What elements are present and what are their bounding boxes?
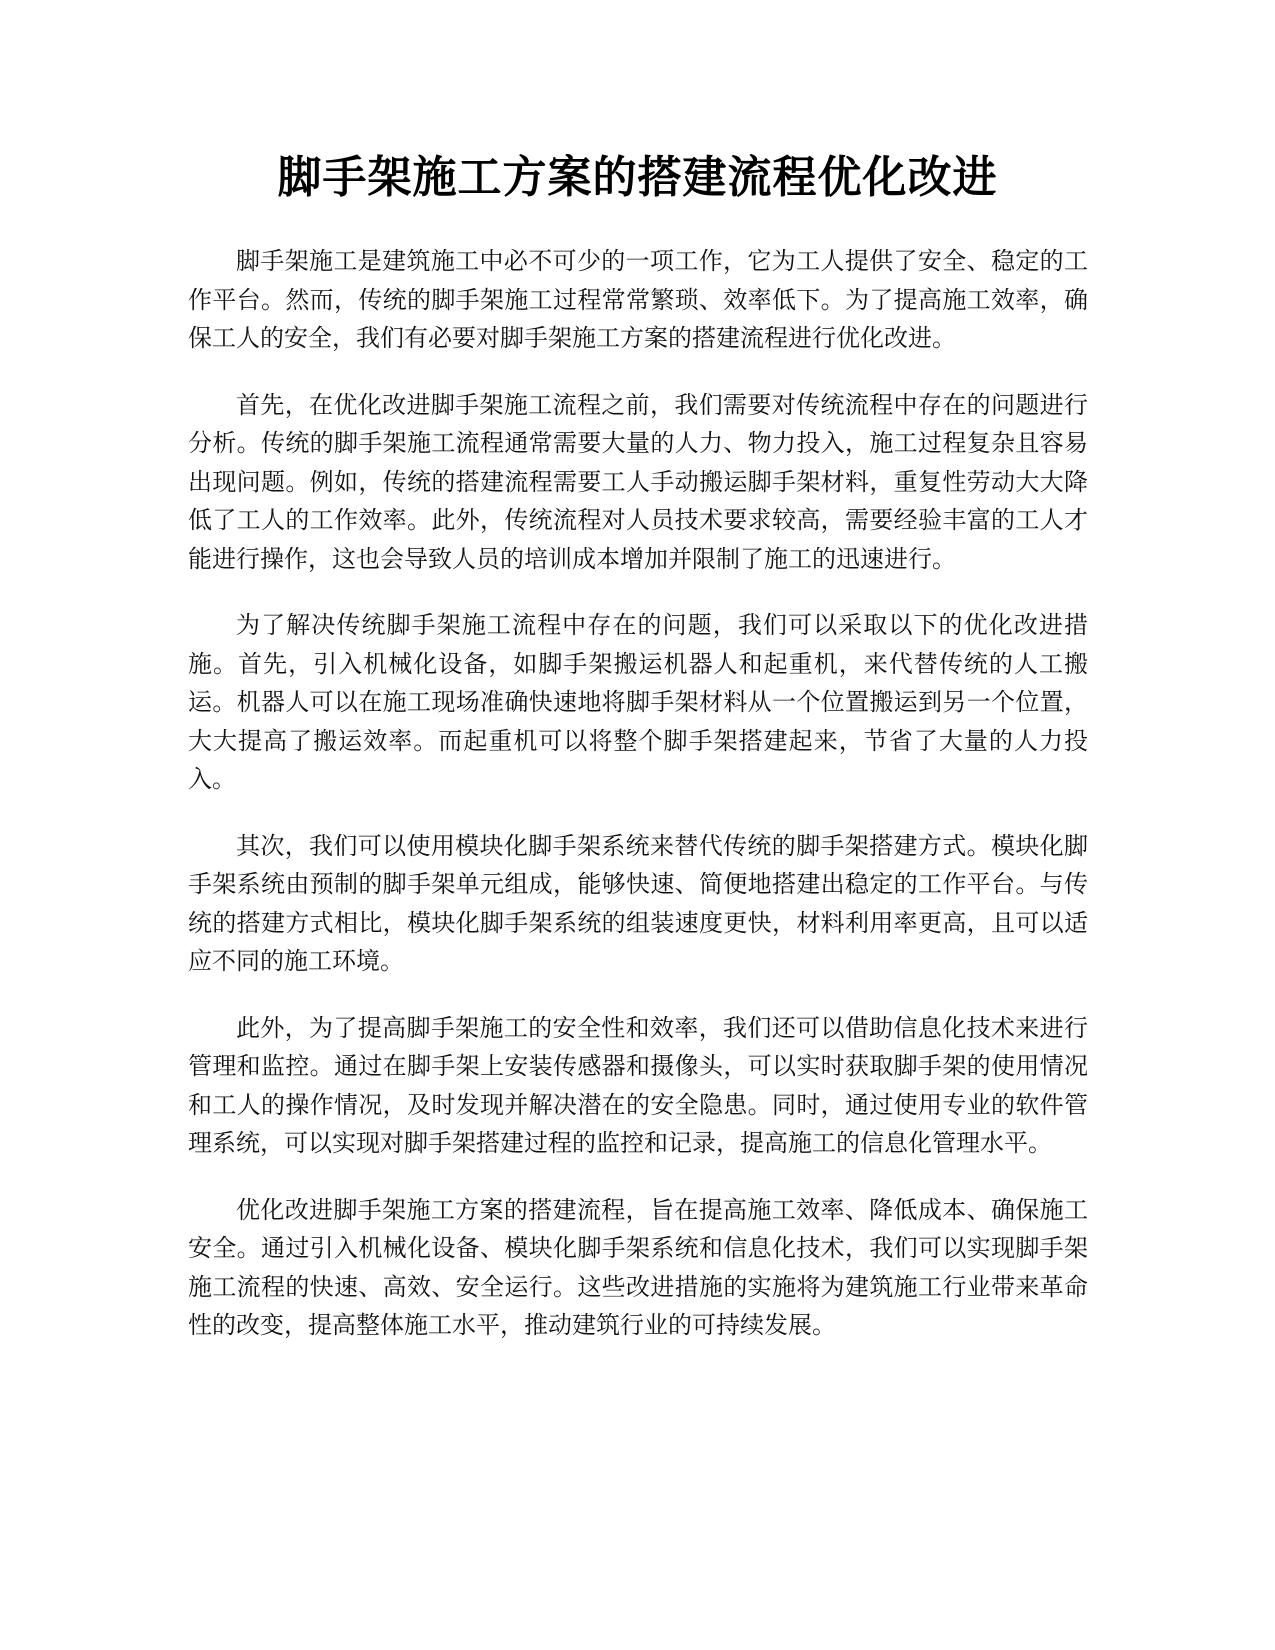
paragraph-4: 其次，我们可以使用模块化脚手架系统来替代传统的脚手架搭建方式。模块化脚手架系统由预制的脚手架单元组成，能够快速、简便地搭建出稳定的工作平台。与传统的搭建方式相比，模块化脚手架系统的组装速度更快，材料利用率更高，且可以适应不同的施工环境。	[188, 831, 1088, 975]
paragraph-2: 首先，在优化改进脚手架施工流程之前，我们需要对传统流程中存在的问题进行分析。传统的脚手架施工流程通常需要大量的人力、物力投入，施工过程复杂且容易出现问题。例如，传统的搭建流程需要工人手动搬运脚手架材料，重复性劳动大大降低了工人的工作效率。此外，传统流程对人员技术要求较高，需要经验丰富的工人才能进行操作，这也会导致人员的培训成本增加并限制了施工的迅速进行。	[188, 390, 1088, 573]
document-body	[188, 242, 1088, 1373]
paragraph-1: 脚手架施工是建筑施工中必不可少的一项工作，它为工人提供了安全、稳定的工作平台。然而，传统的脚手架施工过程常常繁琐、效率低下。为了提高施工效率，确保工人的安全，我们有必要对脚手架施工方案的搭建流程进行优化改进。	[188, 247, 1088, 352]
paragraph-5: 此外，为了提高脚手架施工的安全性和效率，我们还可以借助信息化技术来进行管理和监控。通过在脚手架上安装传感器和摄像头，可以实时获取脚手架的使用情况和工人的操作情况，及时发现并解决潜在的安全隐患。同时，通过使用专业的软件管理系统，可以实现对脚手架搭建过程的监控和记录，提高施工的信息化管理水平。	[188, 1013, 1088, 1157]
paragraph-6: 优化改进脚手架施工方案的搭建流程，旨在提高施工效率、降低成本、确保施工安全。通过引入机械化设备、模块化脚手架系统和信息化技术，我们可以实现脚手架施工流程的快速、高效、安全运行。这些改进措施的实施将为建筑施工行业带来革命性的改变，提高整体施工水平，推动建筑行业的可持续发展。	[188, 1195, 1088, 1339]
page-title: 脚手架施工方案的搭建流程优化改进	[277, 152, 998, 203]
paragraph-3: 为了解决传统脚手架施工流程中存在的问题，我们可以采取以下的优化改进措施。首先，引入机械化设备，如脚手架搬运机器人和起重机，来代替传统的人工搬运。机器人可以在施工现场准确快速地将脚手架材料从一个位置搬运到另一个位置，大大提高了搬运效率。而起重机可以将整个脚手架搭建起来，节省了大量的人力投入。	[188, 611, 1088, 793]
